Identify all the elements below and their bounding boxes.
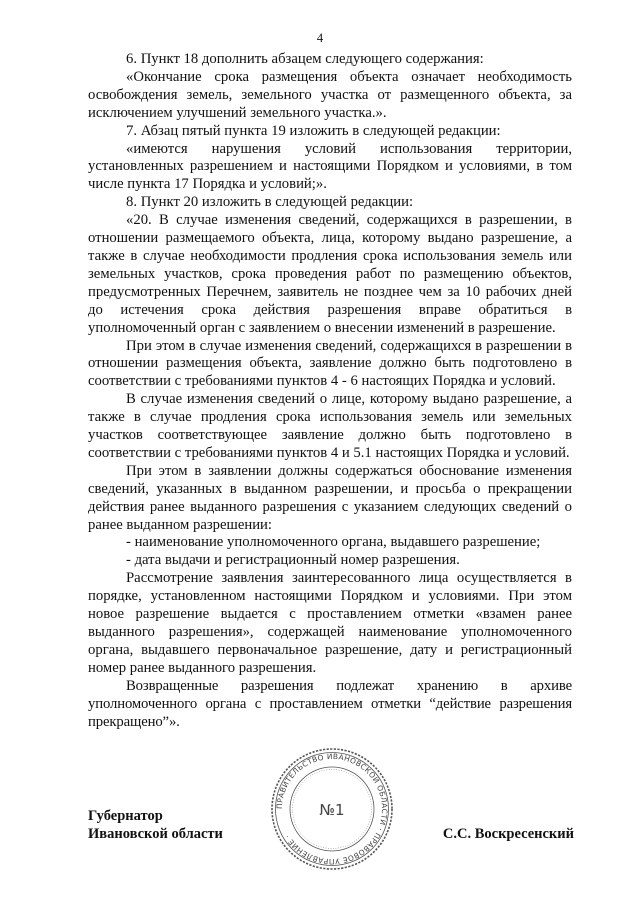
seal-number: №1 <box>319 801 345 819</box>
signatory-name: С.С. Воскресенский <box>442 826 574 842</box>
paragraph: При этом в заявлении должны содержаться обоснование изменения сведений, указанных в выданном разрешении, и просьба о прекращении действия ранее выданного разрешения с указанием следующих сведений о ранее выданном разрешении: <box>88 462 572 533</box>
paragraph: Рассмотрение заявления заинтересованного лица осуществляется в порядке, установленном настоящими Порядком и условиями. При этом новое разрешение выдается с проставлением отметки «взамен ранее выданного разрешения», содержащей наименование уполномоченного органа, выдавшего первоначальное разрешение, дату и регистрационный номер ранее выданного разрешения. <box>88 570 572 676</box>
list-item: - дата выдачи и регистрационный номер разрешения. <box>126 552 460 569</box>
list-item: - наименование уполномоченного органа, выдавшего разрешение; <box>126 534 541 551</box>
paragraph: «20. В случае изменения сведений, содержащихся в разрешении, в отношении размещаемого объекта, лица, которому выдано разрешение, а также в случае необходимости продления срока использования земель или земельных участков, срока проведения работ по размещению объектов, предусмотренных Перечнем, заявитель не позднее чем за 10 рабочих дней до истечения срока действия разрешения вправе обратиться в уполномоченный орган с заявлением о внесении изменений в разрешение. <box>88 212 572 336</box>
official-seal-stamp <box>269 746 395 872</box>
paragraph: Возвращенные разрешения подлежат хранению в архиве уполномоченного органа с проставлением отметки “действие разрешения прекращено”». <box>88 677 572 730</box>
page-number: 4 <box>316 31 324 45</box>
paragraph: 6. Пункт 18 дополнить абзацем следующего содержания: <box>126 51 484 67</box>
paragraph: 8. Пункт 20 изложить в следующей редакции: <box>126 194 414 211</box>
svg-text:ПРАВИТЕЛЬСТВО ИВАНОВСКОЙ ОБЛАС: ПРАВИТЕЛЬСТВО ИВАНОВСКОЙ ОБЛАСТИ · ПРАВОВОЕ УПРАВЛЕНИЕ · <box>274 751 390 867</box>
signatory-region: Ивановской области <box>88 825 223 842</box>
signatory-position <box>88 808 223 843</box>
paragraph: 7. Абзац пятый пункта 19 изложить в следующей редакции: <box>126 122 501 139</box>
paragraph: «Окончание срока размещения объекта означает необходимость освобождения земель, земельного участка от размещенного объекта, за исключением улучшений земельного участка.». <box>88 68 572 121</box>
document-body <box>88 51 572 731</box>
signatory-title: Губернатор <box>88 808 163 824</box>
paragraph: В случае изменения сведений о лице, которому выдано разрешение, а также в случае продления срока использования земель или земельных участков соответствующее заявление должно быть подготовлено в соответствии с требованиями пунктов 4 и 5.1 настоящих Порядка и условий. <box>88 391 572 461</box>
paragraph: «имеются нарушения условий использования территории, установленных разрешением и настоящими Порядком и условиями, в том числе пункта 17 Порядка и условий;». <box>88 140 572 193</box>
paragraph: При этом в случае изменения сведений, содержащихся в разрешении в отношении размещения объекта, заявление должно быть подготовлено в соответствии с требованиями пунктов 4 - 6 настоящих Порядка и условий. <box>88 337 572 390</box>
